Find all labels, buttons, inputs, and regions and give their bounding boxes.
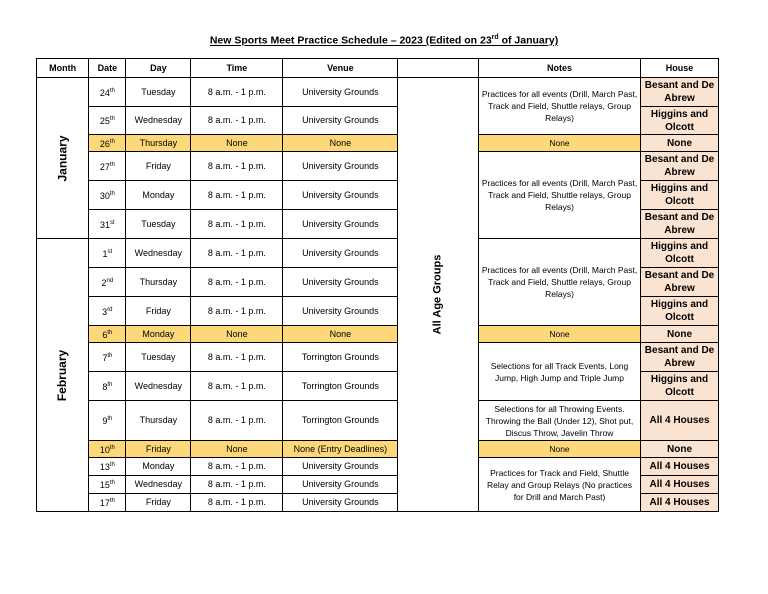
day-cell: Friday xyxy=(126,297,191,326)
house-cell: Besant and De Abrew xyxy=(641,152,719,181)
date-cell: 30th xyxy=(89,181,126,210)
venue-cell: University Grounds xyxy=(283,181,398,210)
date-cell: 17th xyxy=(89,494,126,512)
time-cell: None xyxy=(191,135,283,152)
table-row xyxy=(37,78,719,107)
house-cell: None xyxy=(641,135,719,152)
house-cell: Besant and De Abrew xyxy=(641,343,719,372)
notes-cell: None xyxy=(479,441,641,458)
day-cell: Monday xyxy=(126,326,191,343)
house-cell: Higgins and Olcott xyxy=(641,297,719,326)
venue-cell: University Grounds xyxy=(283,458,398,476)
date-cell: 10th xyxy=(89,441,126,458)
date-cell: 9th xyxy=(89,401,126,441)
date-cell: 2nd xyxy=(89,268,126,297)
time-cell: 8 a.m. - 1 p.m. xyxy=(191,297,283,326)
table-row xyxy=(37,401,719,441)
house-cell: All 4 Houses xyxy=(641,476,719,494)
table-row-holiday xyxy=(37,326,719,343)
table-row xyxy=(37,458,719,476)
table-row-holiday xyxy=(37,441,719,458)
age-groups-label: All Age Groups xyxy=(398,78,479,512)
house-cell: Besant and De Abrew xyxy=(641,210,719,239)
date-cell: 31st xyxy=(89,210,126,239)
venue-cell: University Grounds xyxy=(283,78,398,107)
header-date: Date xyxy=(89,59,126,78)
month-february: February xyxy=(37,239,89,512)
venue-cell: University Grounds xyxy=(283,152,398,181)
day-cell: Monday xyxy=(126,458,191,476)
time-cell: 8 a.m. - 1 p.m. xyxy=(191,239,283,268)
table-row-holiday xyxy=(37,135,719,152)
day-cell: Monday xyxy=(126,181,191,210)
venue-cell: Torrington Grounds xyxy=(283,372,398,401)
house-cell: None xyxy=(641,326,719,343)
venue-cell: University Grounds xyxy=(283,494,398,512)
house-cell: Higgins and Olcott xyxy=(641,107,719,135)
day-cell: Friday xyxy=(126,441,191,458)
venue-cell: University Grounds xyxy=(283,297,398,326)
time-cell: 8 a.m. - 1 p.m. xyxy=(191,78,283,107)
date-cell: 25th xyxy=(89,107,126,135)
time-cell: 8 a.m. - 1 p.m. xyxy=(191,458,283,476)
date-cell: 26th xyxy=(89,135,126,152)
house-cell: Higgins and Olcott xyxy=(641,181,719,210)
date-cell: 3rd xyxy=(89,297,126,326)
month-january: January xyxy=(37,78,89,239)
header-time: Time xyxy=(191,59,283,78)
table-row xyxy=(37,152,719,181)
table-row xyxy=(37,343,719,372)
day-cell: Tuesday xyxy=(126,343,191,372)
day-cell: Tuesday xyxy=(126,210,191,239)
house-cell: Higgins and Olcott xyxy=(641,239,719,268)
house-cell: None xyxy=(641,441,719,458)
venue-cell: None (Entry Deadlines) xyxy=(283,441,398,458)
notes-cell: Selections for all Throwing Events. Throwing the Ball (Under 12), Shot put, Discus Throw, Javelin Throw xyxy=(479,401,641,441)
day-cell: Wednesday xyxy=(126,476,191,494)
house-cell: Higgins and Olcott xyxy=(641,372,719,401)
house-cell: Besant and De Abrew xyxy=(641,268,719,297)
date-cell: 24th xyxy=(89,78,126,107)
venue-cell: University Grounds xyxy=(283,210,398,239)
day-cell: Friday xyxy=(126,494,191,512)
notes-cell: Selections for all Track Events, Long Jump, High Jump and Triple Jump xyxy=(479,343,641,401)
date-cell: 8th xyxy=(89,372,126,401)
date-cell: 27th xyxy=(89,152,126,181)
header-month: Month xyxy=(37,59,89,78)
date-cell: 1st xyxy=(89,239,126,268)
house-cell: All 4 Houses xyxy=(641,458,719,476)
day-cell: Wednesday xyxy=(126,372,191,401)
time-cell: 8 a.m. - 1 p.m. xyxy=(191,401,283,441)
day-cell: Thursday xyxy=(126,268,191,297)
notes-cell: None xyxy=(479,326,641,343)
notes-cell: Practices for all events (Drill, March Past, Track and Field, Shuttle relays, Group Relays) xyxy=(479,239,641,326)
time-cell: 8 a.m. - 1 p.m. xyxy=(191,343,283,372)
time-cell: None xyxy=(191,441,283,458)
venue-cell: None xyxy=(283,326,398,343)
house-cell: Besant and De Abrew xyxy=(641,78,719,107)
house-cell: All 4 Houses xyxy=(641,401,719,441)
schedule-table xyxy=(36,58,719,512)
header-age-group xyxy=(398,59,479,78)
notes-cell: None xyxy=(479,135,641,152)
header-house: House xyxy=(641,59,719,78)
date-cell: 15th xyxy=(89,476,126,494)
day-cell: Thursday xyxy=(126,135,191,152)
time-cell: 8 a.m. - 1 p.m. xyxy=(191,107,283,135)
time-cell: 8 a.m. - 1 p.m. xyxy=(191,372,283,401)
venue-cell: None xyxy=(283,135,398,152)
venue-cell: University Grounds xyxy=(283,239,398,268)
time-cell: 8 a.m. - 1 p.m. xyxy=(191,210,283,239)
venue-cell: University Grounds xyxy=(283,268,398,297)
notes-cell: Practices for Track and Field, Shuttle Relay and Group Relays (No practices for Drill and March Past) xyxy=(479,458,641,512)
house-cell: All 4 Houses xyxy=(641,494,719,512)
date-cell: 13th xyxy=(89,458,126,476)
date-cell: 6th xyxy=(89,326,126,343)
time-cell: 8 a.m. - 1 p.m. xyxy=(191,476,283,494)
time-cell: 8 a.m. - 1 p.m. xyxy=(191,494,283,512)
header-row xyxy=(37,59,719,78)
notes-cell: Practices for all events (Drill, March Past, Track and Field, Shuttle relays, Group Relays) xyxy=(479,152,641,239)
venue-cell: University Grounds xyxy=(283,476,398,494)
header-day: Day xyxy=(126,59,191,78)
day-cell: Thursday xyxy=(126,401,191,441)
date-cell: 7th xyxy=(89,343,126,372)
day-cell: Friday xyxy=(126,152,191,181)
venue-cell: University Grounds xyxy=(283,107,398,135)
day-cell: Wednesday xyxy=(126,107,191,135)
header-venue: Venue xyxy=(283,59,398,78)
day-cell: Tuesday xyxy=(126,78,191,107)
notes-cell: Practices for all events (Drill, March Past, Track and Field, Shuttle relays, Group Relays) xyxy=(479,78,641,135)
time-cell: 8 a.m. - 1 p.m. xyxy=(191,152,283,181)
venue-cell: Torrington Grounds xyxy=(283,401,398,441)
time-cell: None xyxy=(191,326,283,343)
time-cell: 8 a.m. - 1 p.m. xyxy=(191,181,283,210)
venue-cell: Torrington Grounds xyxy=(283,343,398,372)
header-notes: Notes xyxy=(479,59,641,78)
document-title: New Sports Meet Practice Schedule – 2023 (Edited on 23rd of January) xyxy=(209,34,559,47)
day-cell: Wednesday xyxy=(126,239,191,268)
time-cell: 8 a.m. - 1 p.m. xyxy=(191,268,283,297)
table-row xyxy=(37,239,719,268)
